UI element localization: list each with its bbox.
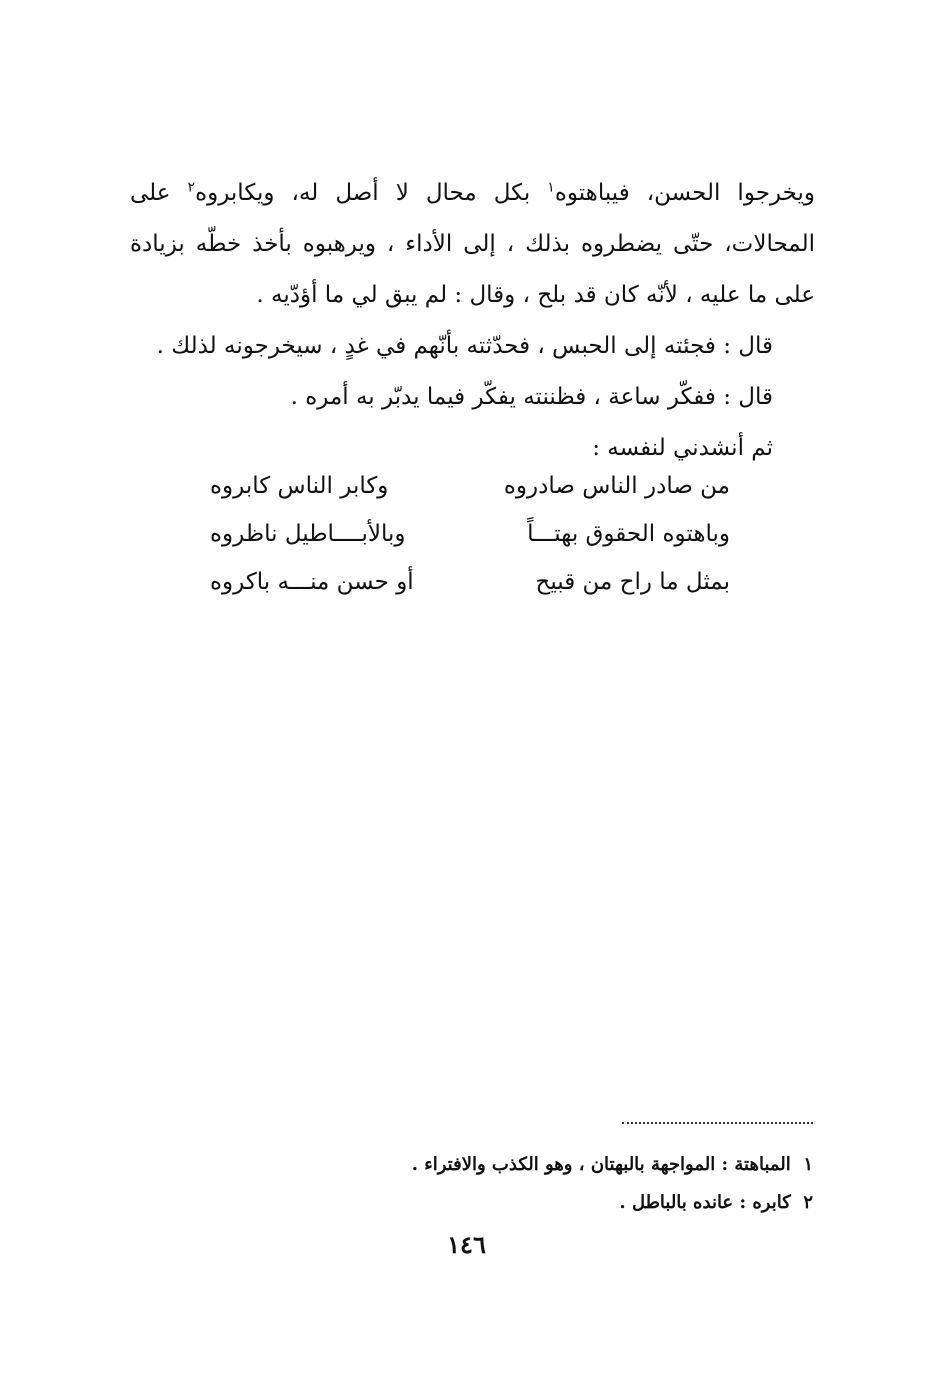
paragraph-1-text-a: ويخرجوا الحسن، فيباهتوه [554, 180, 815, 206]
poem-hemistich-second: وبالأبــــاطيل ناظروه [210, 521, 406, 547]
poem-hemistich-first: من صادر الناس صادروه [503, 473, 730, 499]
footnote-ref-1: ١ [547, 179, 555, 196]
paragraph-1 [130, 168, 815, 321]
footnote-separator [622, 1122, 813, 1124]
footnote-number: ٢ [803, 1192, 813, 1213]
poem-hemistich-second: أو حسن منـــه باكروه [210, 569, 414, 595]
poem-hemistich-first: وباهتوه الحقوق بهتـــاً [527, 521, 730, 547]
footnotes [300, 1146, 813, 1222]
paragraph-1-text-b: بكل محال لا أصل له، ويكابروه [195, 180, 548, 206]
footnote-ref-2: ٢ [187, 179, 196, 196]
poem-verse [210, 558, 730, 606]
poem-verse [210, 462, 730, 510]
poem [210, 462, 730, 606]
footnote-number: ١ [803, 1154, 813, 1175]
footnote [300, 1146, 813, 1184]
paragraph-1-text-c: على المحالات، حتّى يضطروه بذلك ، إلى الأداء ، ويرهبوه بأخذ خطّه بزيادة على ما عليه ، لأنّه كان قد بلح ، وقال : لم يبق لي ما أؤدّيه . [130, 180, 815, 308]
poem-hemistich-second: وكابر الناس كابروه [210, 473, 389, 499]
body-text [130, 168, 815, 474]
paragraph-3: قال : ففكّر ساعة ، فظننته يفكّر فيما يدبّر به أمره . [290, 384, 773, 410]
page-number: ١٤٦ [447, 1230, 486, 1259]
footnote-text: كابره : عانده بالباطل . [619, 1192, 791, 1213]
footnote [300, 1184, 813, 1222]
paragraph-2: قال : فجئته إلى الحبس ، فحدّثته بأنّهم في غدٍ ، سيخرجونه لذلك . [156, 333, 773, 359]
poem-hemistich-first: بمثل ما راح من قبيح [535, 569, 730, 595]
poem-verse [210, 510, 730, 558]
paragraph-4: ثم أنشدني لنفسه : [592, 435, 773, 461]
footnote-text: المباهتة : المواجهة بالبهتان ، وهو الكذب والافتراء . [411, 1154, 791, 1175]
